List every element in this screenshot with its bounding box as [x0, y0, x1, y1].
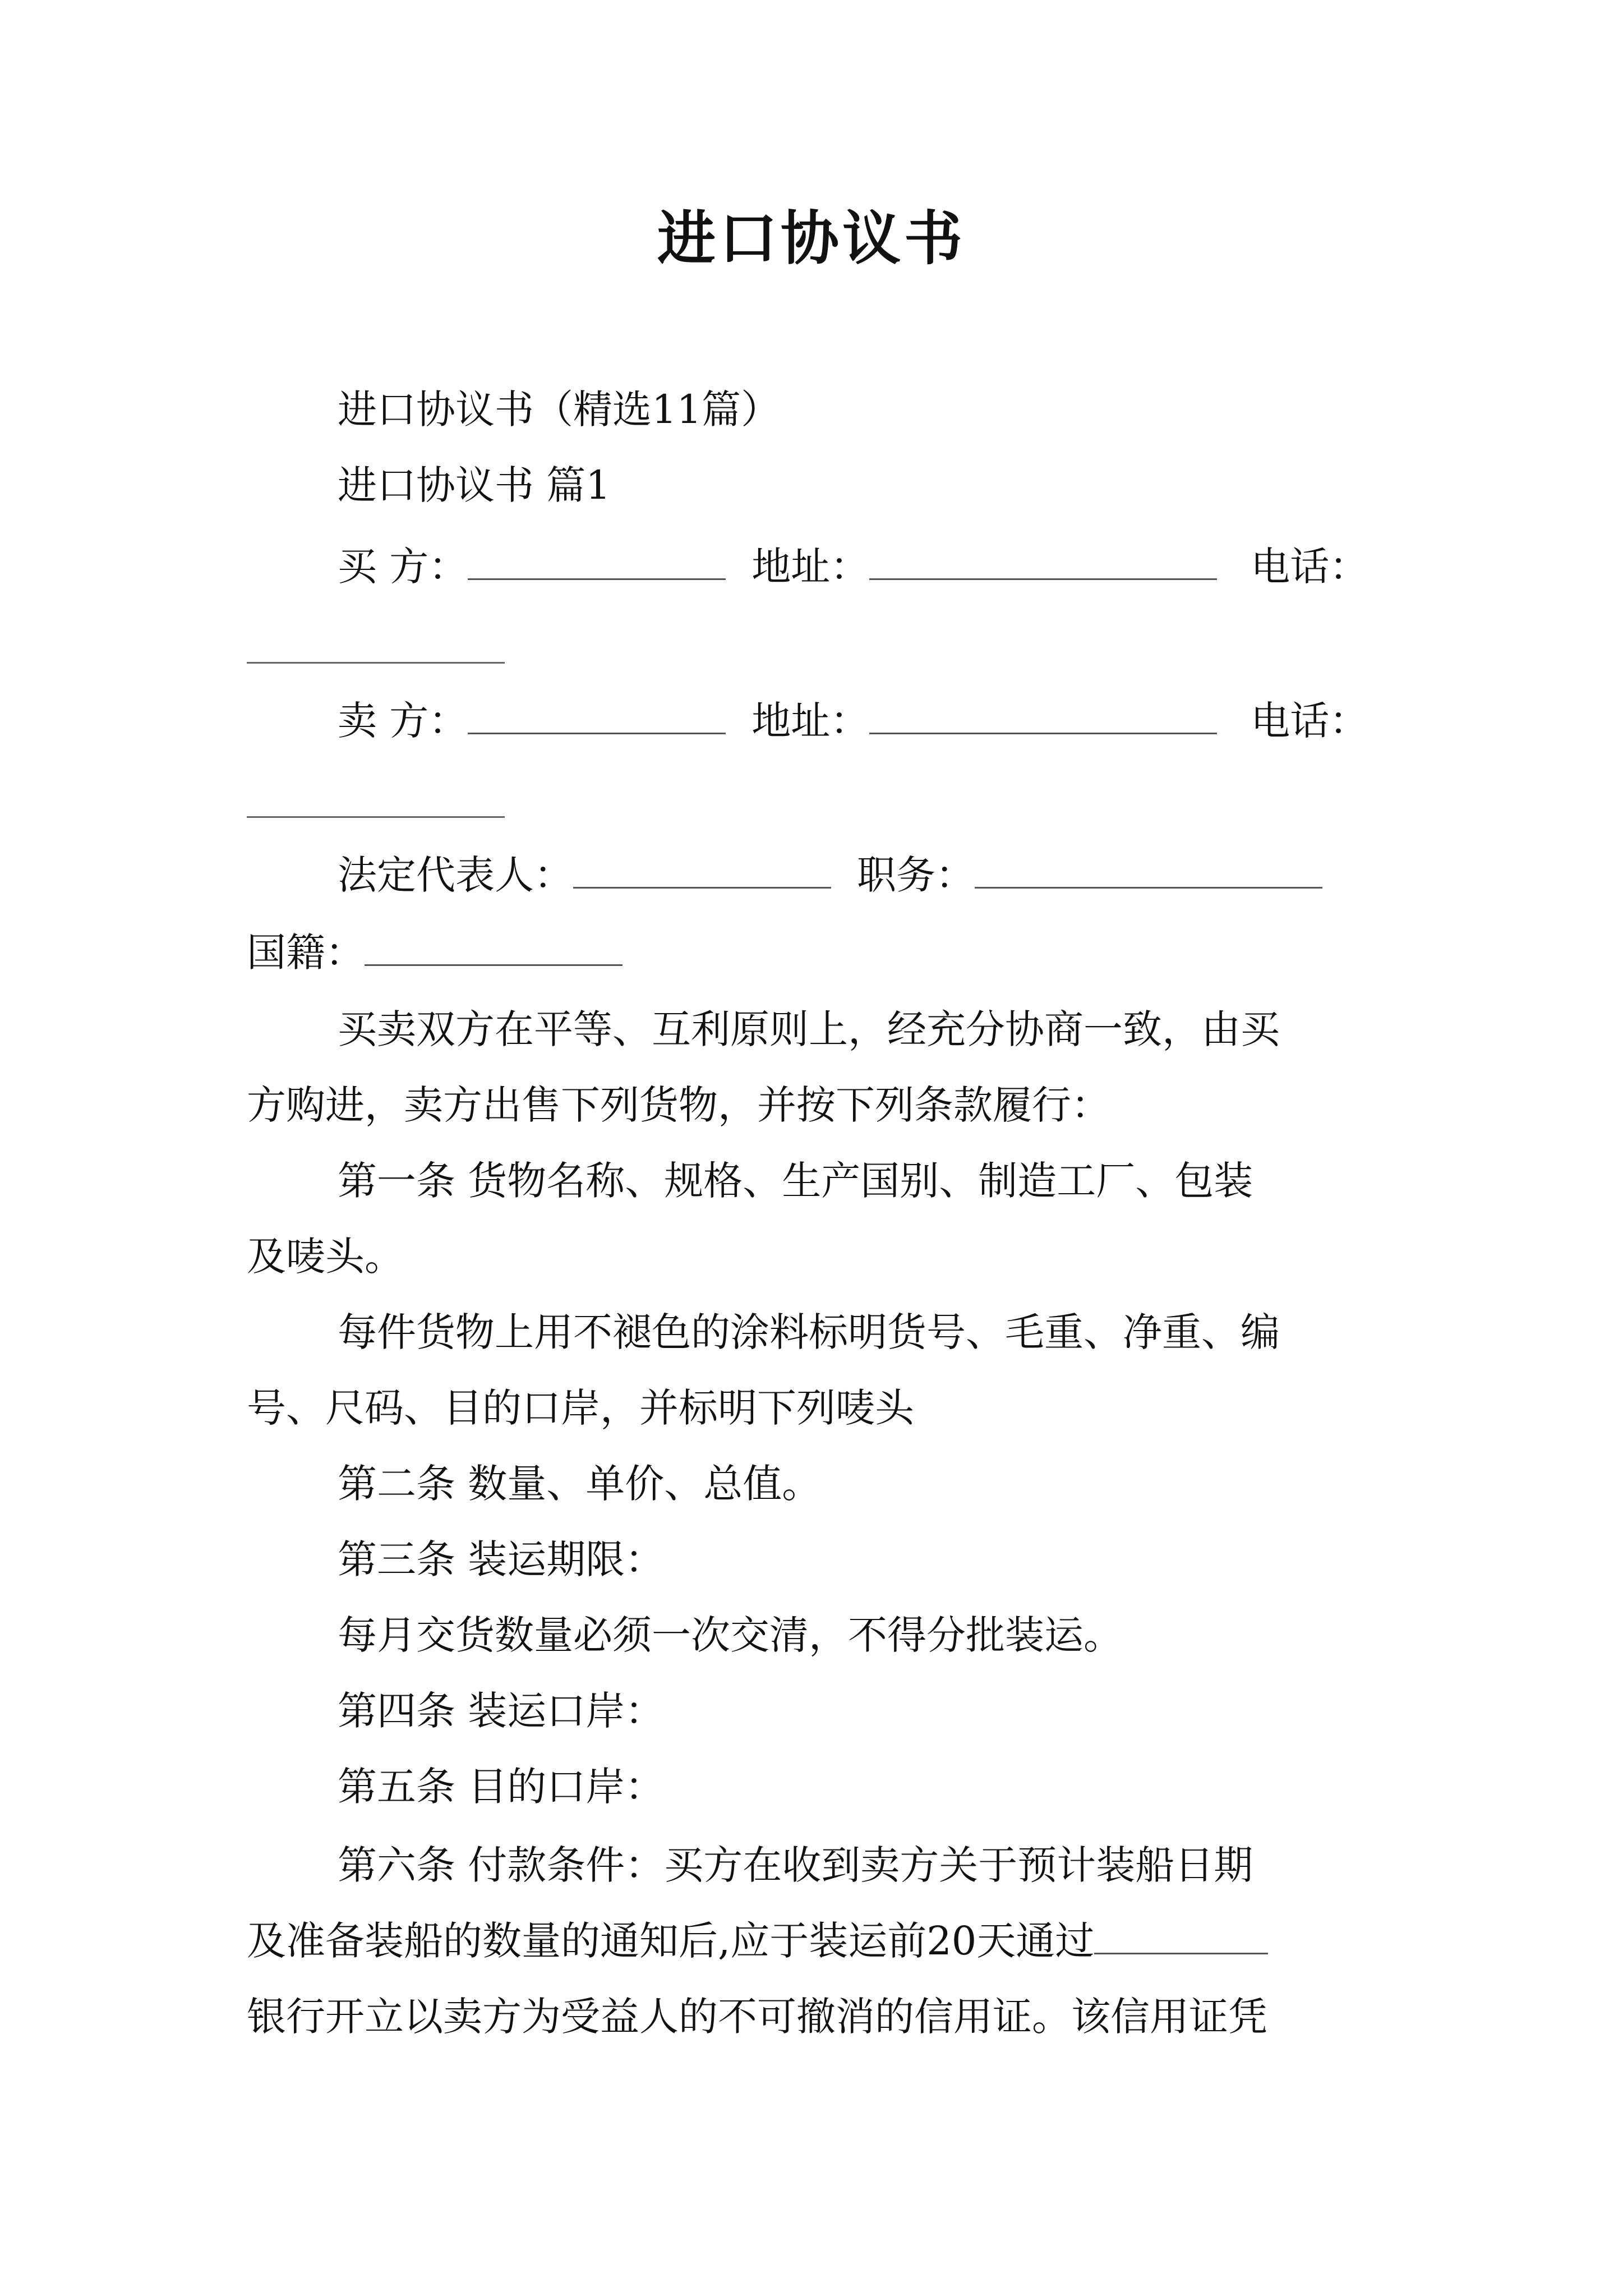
document-subtitle: 进口协议书（精选11篇） — [338, 386, 781, 432]
bank-blank — [1094, 1918, 1268, 1954]
paragraph-line: 方购进，卖方出售下列货物，并按下列条款履行： — [247, 1082, 1110, 1128]
article-6-line: 银行开立以卖方为受益人的不可撤消的信用证。该信用证凭 — [247, 1994, 1267, 2040]
paragraph-line: 每件货物上用不褪色的涂料标明货号、毛重、净重、编 — [338, 1309, 1280, 1355]
legal-rep-blank — [573, 852, 831, 889]
nationality-row — [247, 924, 1402, 981]
seller-address-label: 地址： — [751, 698, 870, 744]
seller-name-blank — [468, 698, 726, 734]
seller-phone-label: 电话： — [1251, 698, 1369, 744]
nationality-blank — [365, 930, 623, 966]
buyer-phone-label: 电话： — [1251, 544, 1369, 590]
article-6-line — [247, 1913, 1402, 1969]
paragraph-line: 号、尺码、目的口岸，并标明下列唛头 — [247, 1385, 914, 1431]
article-5-heading: 第五条 目的口岸： — [338, 1764, 665, 1810]
article-2-heading: 第二条 数量、单价、总值。 — [338, 1461, 822, 1507]
article-6-text: 及准备装船的数量的通知后,应于装运前20天通过 — [247, 1918, 1095, 1964]
article-6-heading: 第六条 付款条件：买方在收到卖方关于预计装船日期 — [338, 1842, 1253, 1888]
seller-address-blank — [869, 698, 1217, 734]
buyer-name-blank — [468, 544, 726, 580]
buyer-row — [338, 539, 1403, 595]
buyer-phone-blank — [247, 662, 505, 664]
paragraph-line: 买卖双方在平等、互利原则上，经充分协商一致，由买 — [338, 1006, 1280, 1052]
nationality-label: 国籍： — [247, 930, 365, 976]
buyer-address-label: 地址： — [751, 544, 870, 590]
legal-rep-row — [338, 847, 1403, 903]
seller-phone-blank — [247, 816, 505, 818]
article-4-heading: 第四条 装运口岸： — [338, 1688, 665, 1734]
seller-label: 卖 方： — [338, 698, 468, 744]
article-1-heading: 第一条 货物名称、规格、生产国别、制造工厂、包装 — [338, 1158, 1253, 1204]
paragraph-line: 及唛头。 — [247, 1234, 404, 1280]
position-blank — [975, 852, 1322, 889]
position-label: 职务： — [857, 852, 975, 898]
buyer-label: 买 方： — [338, 544, 468, 590]
paragraph-line: 每月交货数量必须一次交清，不得分批装运。 — [338, 1612, 1123, 1658]
buyer-address-blank — [869, 544, 1217, 580]
article-3-heading: 第三条 装运期限： — [338, 1536, 665, 1582]
part-heading: 进口协议书 篇1 — [338, 462, 611, 508]
legal-rep-label: 法定代表人： — [338, 852, 573, 898]
document-title: 进口协议书 — [657, 204, 966, 273]
seller-row — [338, 693, 1403, 749]
